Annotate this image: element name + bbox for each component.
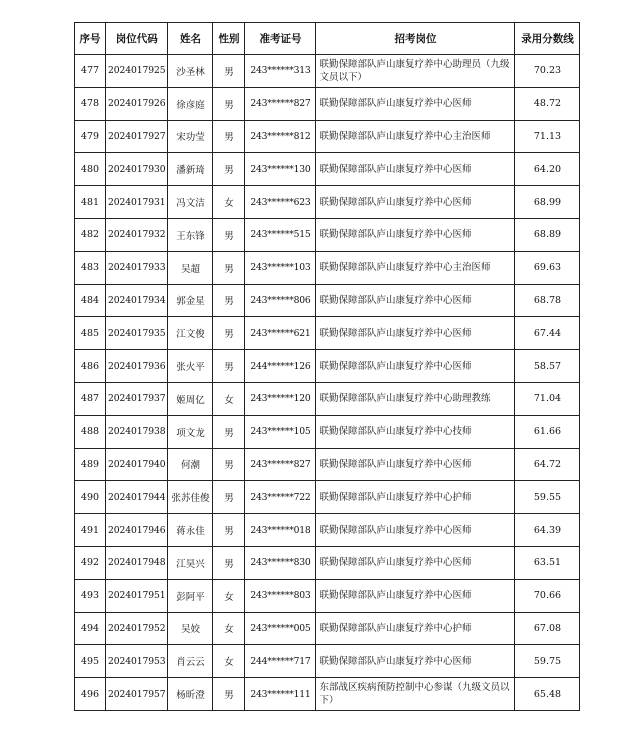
exam-id-cell: 243******130 <box>245 153 316 186</box>
exam-id-cell: 243******018 <box>245 514 316 547</box>
position-code-cell: 2024017934 <box>106 284 168 317</box>
position-code-cell: 2024017937 <box>106 382 168 415</box>
position-code-cell: 2024017927 <box>106 120 168 153</box>
name-cell: 杨昕澄 <box>168 678 213 711</box>
header-score: 录用分数线 <box>515 23 580 55</box>
serial-no-cell: 489 <box>75 448 106 481</box>
serial-no-cell: 486 <box>75 350 106 383</box>
gender-cell: 男 <box>213 87 245 120</box>
table-row <box>75 546 580 579</box>
gender-cell: 男 <box>213 678 245 711</box>
name-cell: 江文俊 <box>168 317 213 350</box>
position-cell: 联勤保障部队庐山康复疗养中心护师 <box>316 481 515 514</box>
table-row <box>75 612 580 645</box>
serial-no-cell: 487 <box>75 382 106 415</box>
score-cell: 68.89 <box>515 218 580 251</box>
position-code-cell: 2024017936 <box>106 350 168 383</box>
name-cell: 彭阿平 <box>168 579 213 612</box>
table-row <box>75 678 580 711</box>
name-cell: 江昊兴 <box>168 546 213 579</box>
serial-no-cell: 494 <box>75 612 106 645</box>
name-cell: 宋功莹 <box>168 120 213 153</box>
header-gender: 性别 <box>213 23 245 55</box>
score-cell: 69.63 <box>515 251 580 284</box>
position-code-cell: 2024017946 <box>106 514 168 547</box>
table-row <box>75 645 580 678</box>
gender-cell: 男 <box>213 546 245 579</box>
position-code-cell: 2024017953 <box>106 645 168 678</box>
score-cell: 70.23 <box>515 55 580 88</box>
exam-id-cell: 243******812 <box>245 120 316 153</box>
position-cell: 联勤保障部队庐山康复疗养中心医师 <box>316 153 515 186</box>
table-row <box>75 317 580 350</box>
score-cell: 64.72 <box>515 448 580 481</box>
table-row <box>75 120 580 153</box>
position-code-cell: 2024017951 <box>106 579 168 612</box>
gender-cell: 男 <box>213 55 245 88</box>
position-cell: 联勤保障部队庐山康复疗养中心主治医师 <box>316 120 515 153</box>
position-code-cell: 2024017935 <box>106 317 168 350</box>
position-cell: 联勤保障部队庐山康复疗养中心医师 <box>316 514 515 547</box>
position-code-cell: 2024017938 <box>106 415 168 448</box>
table-row <box>75 87 580 120</box>
table-row <box>75 579 580 612</box>
gender-cell: 女 <box>213 382 245 415</box>
gender-cell: 男 <box>213 350 245 383</box>
serial-no-cell: 477 <box>75 55 106 88</box>
header-position: 招考岗位 <box>316 23 515 55</box>
position-code-cell: 2024017948 <box>106 546 168 579</box>
exam-id-cell: 243******111 <box>245 678 316 711</box>
serial-no-cell: 492 <box>75 546 106 579</box>
serial-no-cell: 488 <box>75 415 106 448</box>
score-cell: 59.55 <box>515 481 580 514</box>
position-cell: 东部战区疾病预防控制中心参谋（九级文员以下） <box>316 678 515 711</box>
exam-id-cell: 243******621 <box>245 317 316 350</box>
exam-id-cell: 243******827 <box>245 87 316 120</box>
name-cell: 冯文洁 <box>168 186 213 219</box>
serial-no-cell: 478 <box>75 87 106 120</box>
exam-id-cell: 243******120 <box>245 382 316 415</box>
table-row <box>75 514 580 547</box>
name-cell: 潘新琦 <box>168 153 213 186</box>
gender-cell: 女 <box>213 186 245 219</box>
position-code-cell: 2024017944 <box>106 481 168 514</box>
exam-id-cell: 244******126 <box>245 350 316 383</box>
table-row <box>75 55 580 88</box>
exam-id-cell: 243******103 <box>245 251 316 284</box>
serial-no-cell: 483 <box>75 251 106 284</box>
position-code-cell: 2024017925 <box>106 55 168 88</box>
position-code-cell: 2024017926 <box>106 87 168 120</box>
gender-cell: 男 <box>213 317 245 350</box>
gender-cell: 男 <box>213 514 245 547</box>
score-cell: 68.99 <box>515 186 580 219</box>
exam-id-cell: 243******623 <box>245 186 316 219</box>
score-cell: 59.75 <box>515 645 580 678</box>
position-cell: 联勤保障部队庐山康复疗养中心医师 <box>316 645 515 678</box>
gender-cell: 男 <box>213 481 245 514</box>
name-cell: 吴超 <box>168 251 213 284</box>
header-row <box>75 23 580 55</box>
name-cell: 项文龙 <box>168 415 213 448</box>
serial-no-cell: 495 <box>75 645 106 678</box>
position-cell: 联勤保障部队庐山康复疗养中心医师 <box>316 448 515 481</box>
name-cell: 郭金星 <box>168 284 213 317</box>
name-cell: 张苏佳俊 <box>168 481 213 514</box>
serial-no-cell: 493 <box>75 579 106 612</box>
serial-no-cell: 490 <box>75 481 106 514</box>
name-cell: 沙圣林 <box>168 55 213 88</box>
score-cell: 48.72 <box>515 87 580 120</box>
score-cell: 67.08 <box>515 612 580 645</box>
name-cell: 徐彦庭 <box>168 87 213 120</box>
position-cell: 联勤保障部队庐山康复疗养中心技师 <box>316 415 515 448</box>
exam-id-cell: 244******717 <box>245 645 316 678</box>
name-cell: 何潮 <box>168 448 213 481</box>
table-row <box>75 382 580 415</box>
serial-no-cell: 482 <box>75 218 106 251</box>
gender-cell: 女 <box>213 645 245 678</box>
gender-cell: 男 <box>213 120 245 153</box>
name-cell: 肖云云 <box>168 645 213 678</box>
exam-id-cell: 243******105 <box>245 415 316 448</box>
score-cell: 67.44 <box>515 317 580 350</box>
header-exam-id: 准考证号 <box>245 23 316 55</box>
score-cell: 58.57 <box>515 350 580 383</box>
position-code-cell: 2024017933 <box>106 251 168 284</box>
score-cell: 68.78 <box>515 284 580 317</box>
exam-id-cell: 243******515 <box>245 218 316 251</box>
position-cell: 联勤保障部队庐山康复疗养中心医师 <box>316 546 515 579</box>
name-cell: 王东锋 <box>168 218 213 251</box>
serial-no-cell: 485 <box>75 317 106 350</box>
score-cell: 65.48 <box>515 678 580 711</box>
score-cell: 71.13 <box>515 120 580 153</box>
exam-id-cell: 243******806 <box>245 284 316 317</box>
table-row <box>75 153 580 186</box>
exam-id-cell: 243******830 <box>245 546 316 579</box>
gender-cell: 男 <box>213 218 245 251</box>
position-cell: 联勤保障部队庐山康复疗养中心助理员（九级文员以下） <box>316 55 515 88</box>
exam-id-cell: 243******803 <box>245 579 316 612</box>
table-row <box>75 218 580 251</box>
position-cell: 联勤保障部队庐山康复疗养中心护师 <box>316 612 515 645</box>
score-cell: 64.20 <box>515 153 580 186</box>
serial-no-cell: 484 <box>75 284 106 317</box>
gender-cell: 男 <box>213 284 245 317</box>
position-code-cell: 2024017931 <box>106 186 168 219</box>
position-cell: 联勤保障部队庐山康复疗养中心医师 <box>316 317 515 350</box>
gender-cell: 男 <box>213 153 245 186</box>
exam-id-cell: 243******722 <box>245 481 316 514</box>
table-row <box>75 448 580 481</box>
serial-no-cell: 481 <box>75 186 106 219</box>
name-cell: 张火平 <box>168 350 213 383</box>
serial-no-cell: 480 <box>75 153 106 186</box>
serial-no-cell: 491 <box>75 514 106 547</box>
position-cell: 联勤保障部队庐山康复疗养中心医师 <box>316 87 515 120</box>
score-cell: 61.66 <box>515 415 580 448</box>
score-cell: 64.39 <box>515 514 580 547</box>
serial-no-cell: 496 <box>75 678 106 711</box>
table-row <box>75 481 580 514</box>
gender-cell: 男 <box>213 448 245 481</box>
position-cell: 联勤保障部队庐山康复疗养中心医师 <box>316 350 515 383</box>
position-code-cell: 2024017952 <box>106 612 168 645</box>
position-cell: 联勤保障部队庐山康复疗养中心医师 <box>316 579 515 612</box>
name-cell: 吴姣 <box>168 612 213 645</box>
admission-score-table <box>74 22 580 711</box>
table-row <box>75 251 580 284</box>
gender-cell: 女 <box>213 612 245 645</box>
exam-id-cell: 243******827 <box>245 448 316 481</box>
position-code-cell: 2024017932 <box>106 218 168 251</box>
position-cell: 联勤保障部队庐山康复疗养中心主治医师 <box>316 251 515 284</box>
score-cell: 71.04 <box>515 382 580 415</box>
position-code-cell: 2024017930 <box>106 153 168 186</box>
header-serial-no: 序号 <box>75 23 106 55</box>
gender-cell: 男 <box>213 415 245 448</box>
header-name: 姓名 <box>168 23 213 55</box>
exam-id-cell: 243******313 <box>245 55 316 88</box>
position-code-cell: 2024017940 <box>106 448 168 481</box>
table-row <box>75 350 580 383</box>
table-row <box>75 186 580 219</box>
position-cell: 联勤保障部队庐山康复疗养中心医师 <box>316 186 515 219</box>
header-position-code: 岗位代码 <box>106 23 168 55</box>
position-cell: 联勤保障部队庐山康复疗养中心医师 <box>316 284 515 317</box>
score-cell: 70.66 <box>515 579 580 612</box>
position-cell: 联勤保障部队庐山康复疗养中心助理教练 <box>316 382 515 415</box>
position-code-cell: 2024017957 <box>106 678 168 711</box>
gender-cell: 男 <box>213 251 245 284</box>
exam-id-cell: 243******005 <box>245 612 316 645</box>
name-cell: 姬周亿 <box>168 382 213 415</box>
score-cell: 63.51 <box>515 546 580 579</box>
position-cell: 联勤保障部队庐山康复疗养中心医师 <box>316 218 515 251</box>
serial-no-cell: 479 <box>75 120 106 153</box>
table-row <box>75 415 580 448</box>
name-cell: 蒋永佳 <box>168 514 213 547</box>
table-row <box>75 284 580 317</box>
gender-cell: 女 <box>213 579 245 612</box>
